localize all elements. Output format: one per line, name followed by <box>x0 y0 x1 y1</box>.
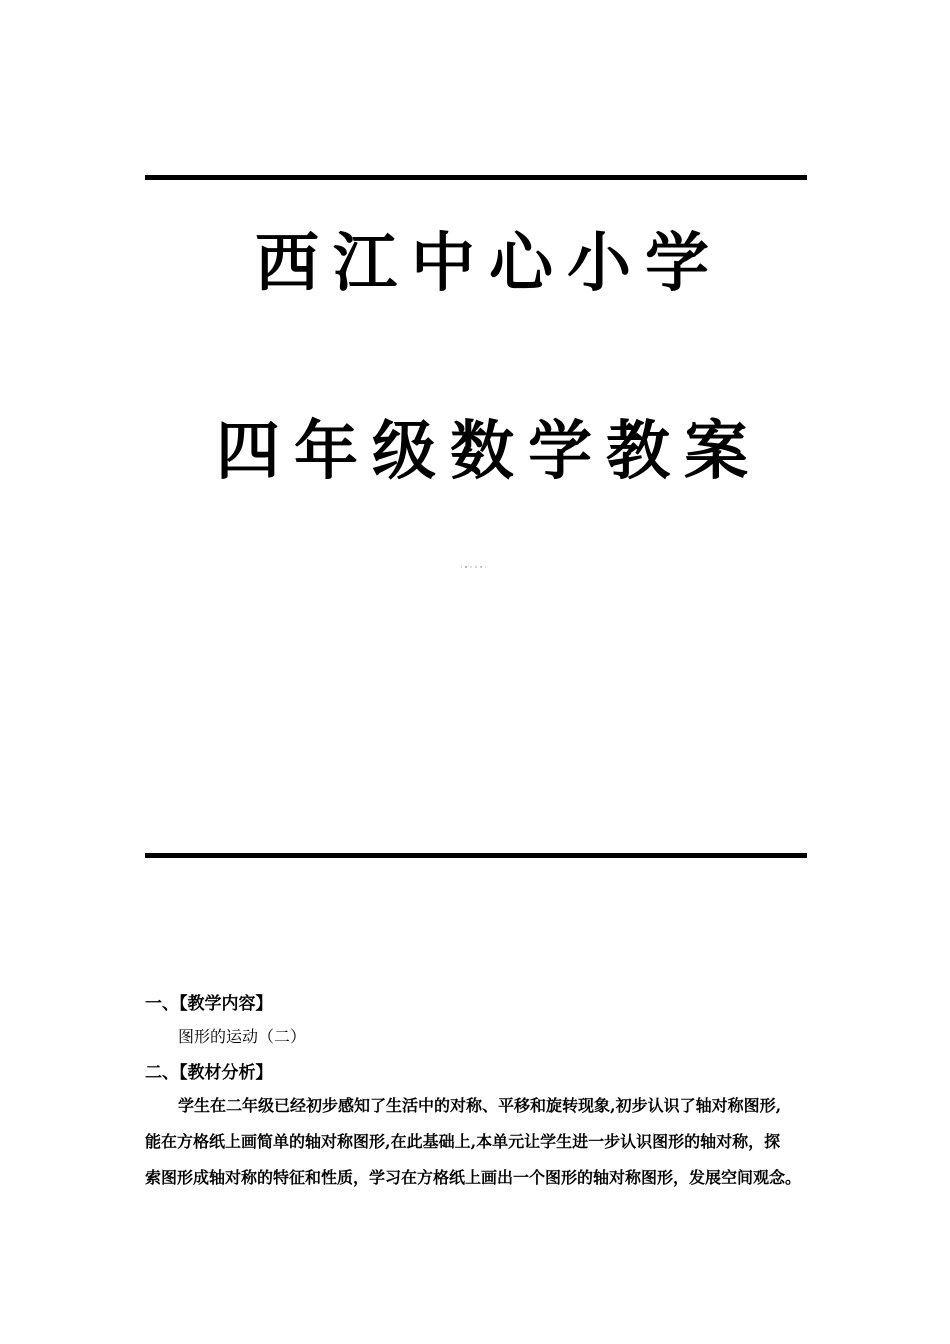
lesson-plan-title: 四年级数学教案 <box>216 414 762 489</box>
unit-subtitle: （第七单元） <box>459 567 490 569</box>
section-text-teaching-content: 图形的运动（二） <box>178 1027 307 1046</box>
school-name-title: 西江中心小学 <box>255 226 723 301</box>
cover-top-rule <box>145 175 807 180</box>
cover-bottom-rule <box>145 853 807 858</box>
paragraph-line: 能在方格纸上画简单的轴对称图形,在此基础上,本单元让学生进一步认识图形的轴对称，探 <box>145 1132 781 1151</box>
section-heading-textbook-analysis: 二、【教材分析】 <box>145 1063 273 1083</box>
paragraph-line: 学生在二年级已经初步感知了生活中的对称、平移和旋转现象,初步认识了轴对称图形, <box>178 1096 782 1115</box>
paragraph-line: 索图形成轴对称的特征和性质，学习在方格纸上画出一个图形的轴对称图形，发展空间观念。 <box>145 1168 802 1187</box>
section-heading-teaching-content: 一、【教学内容】 <box>145 994 273 1014</box>
